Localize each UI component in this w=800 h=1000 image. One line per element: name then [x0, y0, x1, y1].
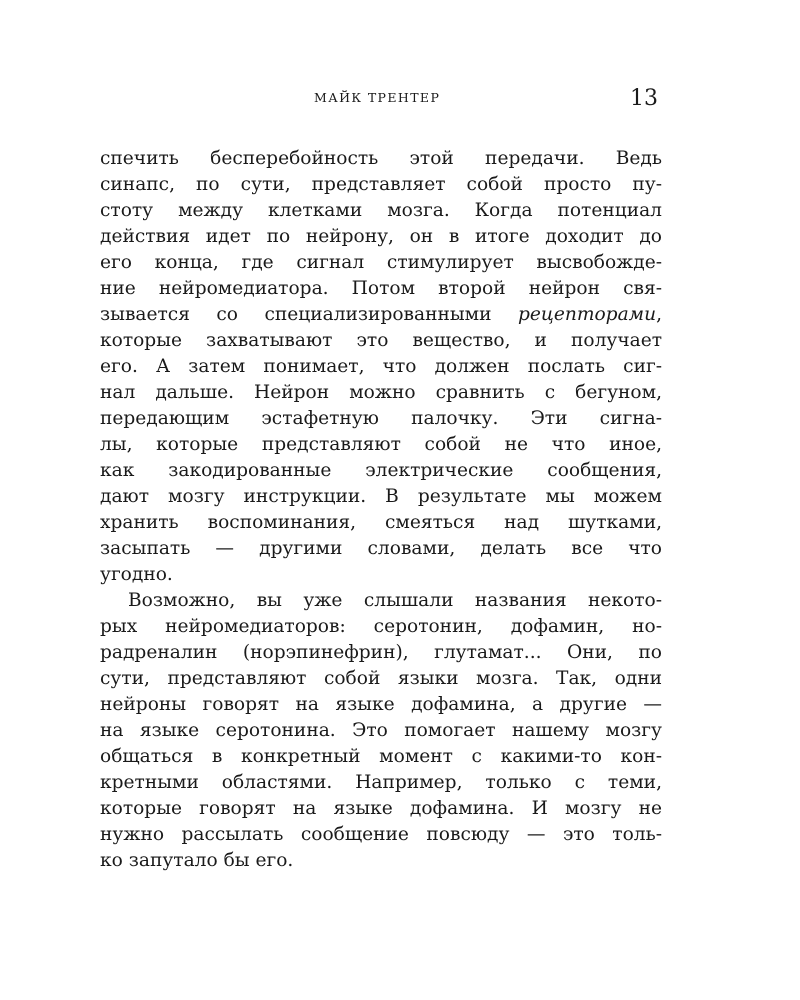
text-line: действия идет по нейрону, он в итоге доходит до: [100, 226, 662, 247]
text-line: Возможно, вы уже слышали названия некото-: [128, 590, 662, 611]
text-line: которые говорят на языке дофамина. И мозгу не: [100, 798, 662, 819]
paragraph: [100, 146, 662, 588]
text-line: общаться в конкретный момент с какими-то кон-: [100, 746, 662, 767]
text-run: ,: [656, 304, 662, 325]
text-line: нал дальше. Нейрон можно сравнить с бегуном,: [100, 382, 662, 403]
text-line: нейроны говорят на языке дофамина, а другие —: [100, 694, 662, 715]
text-line: как закодированные электрические сообщения,: [100, 460, 662, 481]
italic-term: рецепторами: [518, 304, 657, 325]
text-line: рых нейромедиаторов: серотонин, дофамин, но-: [100, 616, 662, 637]
text-line: передающим эстафетную палочку. Эти сигна-: [100, 408, 662, 429]
text-line: его конца, где сигнал стимулирует высвобожде-: [100, 252, 662, 273]
text-line: радреналин (норэпинефрин), глутамат... Они, по: [100, 642, 662, 663]
text-line: угодно.: [100, 564, 173, 585]
text-line: лы, которые представляют собой не что иное,: [100, 434, 662, 455]
running-head: МАЙК ТРЕНТЕР: [314, 90, 441, 105]
text-line: ние нейромедиатора. Потом второй нейрон свя-: [100, 278, 662, 299]
text-line: его. А затем понимает, что должен послать сиг-: [100, 356, 662, 377]
text-line: на языке серотонина. Это помогает нашему мозгу: [100, 720, 662, 741]
text-line: засыпать — другими словами, делать все что: [100, 538, 662, 559]
text-line: сути, представляют собой языки мозга. Так, одни: [100, 668, 662, 689]
text-line: [100, 302, 662, 328]
page-number: 13: [630, 86, 658, 111]
text-line: дают мозгу инструкции. В результате мы можем: [100, 486, 662, 507]
text-line: нужно рассылать сообщение повсюду — это толь-: [100, 824, 662, 845]
text-line: хранить воспоминания, смеяться над шутками,: [100, 512, 662, 533]
text-line: стоту между клетками мозга. Когда потенциал: [100, 200, 662, 221]
text-line: которые захватывают это вещество, и получает: [100, 330, 662, 351]
paragraph: [100, 588, 662, 874]
text-run: зывается со специализированными: [100, 304, 518, 325]
text-line: спечить бесперебойность этой передачи. Ведь: [100, 148, 662, 169]
text-line: синапс, по сути, представляет собой просто пу-: [100, 174, 662, 195]
body-text: [100, 146, 662, 874]
text-line: ко запутало бы его.: [100, 850, 294, 871]
text-line: кретными областями. Например, только с теми,: [100, 772, 662, 793]
